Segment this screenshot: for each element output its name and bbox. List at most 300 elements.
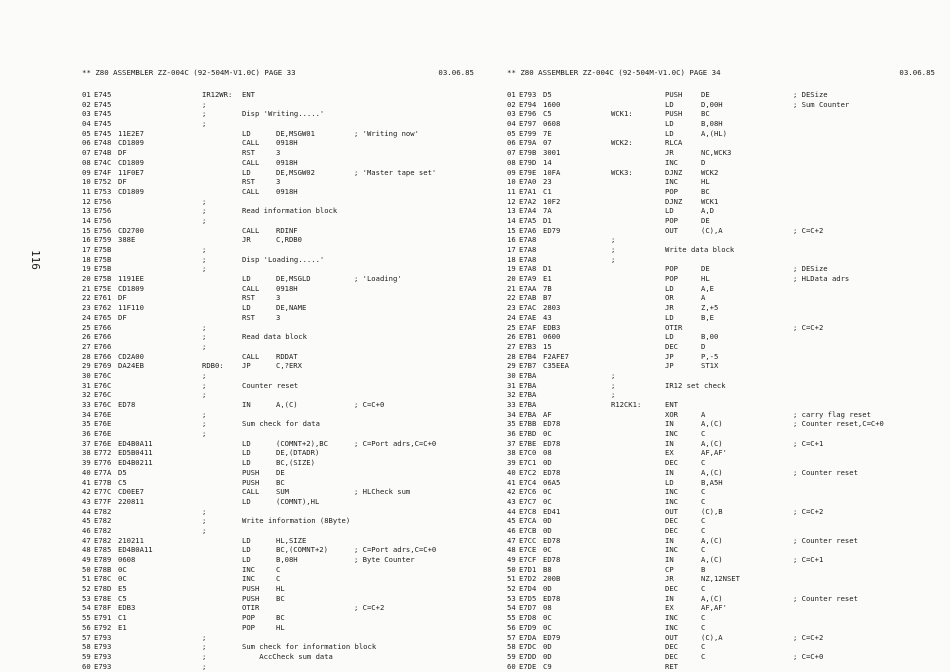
label: ; [202, 516, 207, 526]
listing-line [82, 293, 474, 303]
listing-line [82, 390, 474, 400]
line-number: 38 [507, 448, 516, 458]
address: E759 [94, 235, 112, 245]
object-code: 43 [543, 312, 552, 322]
listing-line [507, 574, 935, 584]
address: E7C2 [519, 467, 537, 477]
operand: C [701, 516, 706, 526]
line-number: 42 [82, 487, 91, 497]
line-number: 36 [507, 429, 516, 439]
operand: C [701, 429, 706, 439]
address: E7BA [519, 370, 537, 380]
listing-line [507, 478, 935, 488]
listing-line [82, 507, 474, 517]
mnemonic: Sum check for data [242, 419, 320, 429]
address: E7D1 [519, 564, 537, 574]
address: E782 [94, 525, 112, 535]
object-code: CD2700 [118, 225, 144, 235]
mnemonic: DEC [665, 642, 678, 652]
mnemonic: LD [242, 274, 251, 284]
object-code: 06A5 [543, 477, 561, 487]
operand: C [701, 545, 706, 555]
line-number: 13 [82, 206, 91, 216]
listing-line [82, 652, 474, 662]
mnemonic: CALL [242, 157, 260, 167]
label: ; [611, 254, 616, 264]
operand: HL [276, 584, 285, 594]
line-number: 25 [507, 322, 516, 332]
line-number: 29 [507, 361, 516, 371]
listing-line [82, 448, 474, 458]
address: E7A8 [519, 245, 537, 254]
listing-line [507, 565, 935, 575]
address: E799 [519, 128, 537, 138]
listing-line [507, 497, 935, 507]
address: E74C [94, 157, 112, 167]
address: E793 [519, 90, 537, 99]
listing-line [82, 197, 474, 207]
line-number: 22 [507, 293, 516, 303]
object-code: ED5B0411 [118, 448, 153, 458]
object-code: 0C [118, 574, 127, 584]
object-code: 08 [543, 448, 552, 458]
object-code: D1 [543, 264, 552, 274]
address: E76C [94, 400, 112, 409]
line-number: 05 [82, 128, 91, 138]
address: E77B [94, 477, 112, 487]
line-number: 14 [82, 215, 91, 225]
object-code: 0C [118, 564, 127, 574]
listing-line [507, 594, 935, 604]
line-number: 39 [82, 458, 91, 468]
operand: C [701, 613, 706, 623]
line-number: 26 [82, 332, 91, 342]
operand: C [701, 487, 706, 497]
address: E7CA [519, 516, 537, 526]
address: E766 [94, 341, 112, 351]
address: E785 [94, 545, 112, 555]
address: E75B [94, 274, 112, 284]
address: E745 [94, 99, 112, 109]
line-number: 15 [507, 225, 516, 235]
object-code: 0608 [118, 555, 136, 564]
object-code: 10F2 [543, 196, 561, 206]
mnemonic: LD [665, 119, 674, 129]
operand: A,(HL) [701, 128, 727, 138]
address: E7A8 [519, 235, 537, 245]
object-code: ED4B0A11 [118, 545, 153, 555]
listing-line [507, 109, 935, 119]
operand: C [701, 642, 706, 652]
line-number: 27 [82, 341, 91, 351]
comment: ; 'Writing now' [354, 128, 419, 138]
comment: ; C=C+0 [793, 651, 824, 661]
operand: C [701, 496, 706, 506]
object-code: C5 [543, 109, 552, 119]
mnemonic: RST [242, 312, 255, 322]
address: E77A [94, 467, 112, 477]
comment: ; Counter reset [793, 593, 858, 603]
operand: A,E [701, 283, 714, 293]
mnemonic: INC [242, 564, 255, 574]
listing-line [507, 293, 935, 303]
comment: ; HLData adrs [793, 274, 850, 284]
line-number: 28 [507, 351, 516, 361]
object-code: CD1809 [118, 138, 144, 148]
address: E7B7 [519, 361, 537, 371]
listing-line [82, 526, 474, 536]
comment: ; Byte Counter [354, 555, 415, 564]
operand: A,(C) [701, 438, 723, 448]
address: E7C6 [519, 487, 537, 497]
operand: WCK2 [701, 167, 719, 177]
listing-line [82, 400, 474, 410]
operand: DE [701, 215, 710, 225]
line-number: 37 [507, 438, 516, 448]
address: E793 [94, 661, 112, 671]
operand: NC,WCK3 [701, 148, 732, 158]
line-number: 24 [82, 312, 91, 322]
object-code: DF [118, 177, 127, 187]
operand: Z,+5 [701, 303, 719, 313]
line-number: 24 [507, 312, 516, 322]
address: E752 [94, 177, 112, 187]
object-code: D5 [543, 90, 552, 99]
object-code: 7B [543, 283, 552, 293]
object-code: 0D [543, 584, 552, 594]
object-code: DF [118, 293, 127, 303]
object-code: 15 [543, 341, 552, 351]
object-code: AF [543, 409, 552, 419]
address: E745 [94, 109, 112, 119]
label: ; [202, 254, 207, 264]
line-number: 54 [507, 603, 516, 613]
line-number: 35 [507, 419, 516, 429]
object-code: ED78 [543, 535, 561, 545]
operand: 0918H [276, 186, 298, 196]
object-code: E1 [543, 274, 552, 284]
mnemonic: POP [242, 622, 255, 632]
line-number: 58 [82, 642, 91, 652]
address: E776 [94, 458, 112, 468]
label: ; [202, 370, 207, 380]
line-number: 19 [82, 264, 91, 274]
mnemonic: IN [665, 419, 674, 429]
operand: 0918H [276, 157, 298, 167]
listing-line [82, 109, 474, 119]
label: ; [202, 341, 207, 351]
line-number: 21 [82, 283, 91, 293]
line-number: 44 [507, 506, 516, 516]
listing-line [82, 613, 474, 623]
listing-line [82, 419, 474, 429]
line-number: 43 [507, 496, 516, 506]
listing-line [507, 526, 935, 536]
comment: ; C=C+1 [793, 438, 824, 448]
label: ; [611, 235, 616, 245]
object-code: 3001 [543, 148, 561, 158]
address: E75B [94, 245, 112, 254]
operand: C [701, 525, 706, 535]
address: E7B4 [519, 351, 537, 361]
line-number: 31 [507, 380, 516, 390]
address: E7A8 [519, 264, 537, 274]
comment: ; Counter reset [793, 535, 858, 545]
operand: 0918H [276, 283, 298, 293]
line-number: 27 [507, 341, 516, 351]
line-number: 46 [507, 525, 516, 535]
object-code: CD1809 [118, 157, 144, 167]
line-number: 22 [82, 293, 91, 303]
address: E7CC [519, 535, 537, 545]
page-header-date: 03.06.85 [438, 68, 474, 77]
address: E789 [94, 555, 112, 564]
mnemonic: RST [242, 293, 255, 303]
operand: (C),A [701, 632, 723, 642]
object-code: C5 [118, 477, 127, 487]
listing-line [82, 545, 474, 555]
address: E7AB [519, 293, 537, 303]
line-number: 23 [82, 303, 91, 313]
listing-line [507, 400, 935, 410]
object-code: 1600 [543, 99, 561, 109]
line-number: 28 [82, 351, 91, 361]
line-number: 49 [82, 555, 91, 564]
operand: 3 [276, 293, 281, 303]
object-code: ED78 [543, 593, 561, 603]
label: IR12WR: [202, 90, 233, 99]
listing-line [507, 555, 935, 565]
line-number: 09 [507, 167, 516, 177]
line-number: 34 [82, 409, 91, 419]
address: E793 [94, 642, 112, 652]
comment: ; 'Loading' [354, 274, 402, 284]
address: E766 [94, 332, 112, 342]
listing-line [507, 274, 935, 284]
mnemonic: LD [665, 332, 674, 342]
mnemonic: CALL [242, 351, 260, 361]
line-number: 46 [82, 525, 91, 535]
listing-line [82, 206, 474, 216]
operand: DE,(DTADR) [276, 448, 320, 458]
operand: DE [701, 264, 710, 274]
comment: ; Sum Counter [793, 99, 850, 109]
mnemonic: LD [665, 99, 674, 109]
mnemonic: LD [242, 545, 251, 555]
line-number: 41 [82, 477, 91, 487]
operand: B,A5H [701, 477, 723, 487]
line-number: 02 [507, 99, 516, 109]
operand: B,E [701, 312, 714, 322]
object-code: C1 [118, 613, 127, 623]
mnemonic: CALL [242, 138, 260, 148]
object-code: C35EEA [543, 361, 569, 371]
line-number: 16 [82, 235, 91, 245]
label: ; [202, 419, 207, 429]
listing-line [82, 255, 474, 265]
mnemonic: JP [665, 351, 674, 361]
mnemonic: LD [242, 555, 251, 564]
address: E7D8 [519, 613, 537, 623]
operand: A,(C) [701, 419, 723, 429]
mnemonic: INC [665, 429, 678, 439]
listing-line [507, 584, 935, 594]
mnemonic: JR [665, 303, 674, 313]
address: E782 [94, 516, 112, 526]
address: E7CB [519, 525, 537, 535]
label: ; [202, 215, 207, 225]
listing-line [82, 662, 474, 672]
listing-line [82, 100, 474, 110]
listing-line [82, 623, 474, 633]
listing-line [82, 381, 474, 391]
mnemonic: Write data block [665, 245, 735, 254]
object-code: C9 [543, 661, 552, 671]
address: E762 [94, 303, 112, 313]
address: E7A4 [519, 206, 537, 216]
label: WCK3: [611, 167, 633, 177]
mnemonic: ENT [242, 90, 255, 99]
listing-line [82, 226, 474, 236]
operand: BC [276, 477, 285, 487]
line-number: 42 [507, 487, 516, 497]
line-number: 60 [507, 661, 516, 671]
line-number: 59 [82, 651, 91, 661]
listing-line [507, 419, 935, 429]
line-number: 40 [507, 467, 516, 477]
listing-line [507, 662, 935, 672]
operand: C [276, 564, 281, 574]
listing-line [82, 235, 474, 245]
mnemonic: OUT [665, 506, 678, 516]
listing-line [507, 429, 935, 439]
operand: BC [276, 593, 285, 603]
operand: DE,NAME [276, 303, 307, 313]
mnemonic: IR12 set check [665, 380, 726, 390]
object-code: E1 [118, 622, 127, 632]
address: E782 [94, 506, 112, 516]
comment: ; carry flag reset [793, 409, 871, 419]
line-number: 49 [507, 555, 516, 564]
address: E7DC [519, 642, 537, 652]
line-number: 52 [82, 584, 91, 594]
listing-line [507, 652, 935, 662]
operand: HL [701, 177, 710, 187]
line-number: 18 [507, 254, 516, 264]
listing-line [507, 448, 935, 458]
line-number: 01 [507, 90, 516, 99]
line-number: 29 [82, 361, 91, 371]
object-code: 0D [543, 651, 552, 661]
object-code: ED41 [543, 506, 561, 516]
line-number: 15 [82, 225, 91, 235]
address: E761 [94, 293, 112, 303]
line-number: 25 [82, 322, 91, 332]
mnemonic: OTIR [242, 603, 260, 613]
operand: A,(C) [276, 400, 298, 409]
line-number: 11 [507, 186, 516, 196]
line-number: 07 [82, 148, 91, 158]
operand: (COMNT),HL [276, 496, 320, 506]
listing-line [507, 613, 935, 623]
mnemonic: INC [665, 157, 678, 167]
address: E7BA [519, 400, 537, 409]
address: E7D5 [519, 593, 537, 603]
object-code: EDB3 [118, 603, 136, 613]
address: E7A6 [519, 225, 537, 235]
listing-line [82, 429, 474, 439]
listing-line [507, 313, 935, 323]
label: ; [202, 632, 207, 642]
listing-line [507, 168, 935, 178]
line-number: 50 [82, 564, 91, 574]
listing-line [82, 216, 474, 226]
mnemonic: IN [665, 467, 674, 477]
listing-line [507, 516, 935, 526]
operand: C,?ERX [276, 361, 302, 371]
address: E76E [94, 419, 112, 429]
operand: D [701, 341, 706, 351]
label: ; [202, 245, 207, 254]
address: E78B [94, 564, 112, 574]
line-number: 57 [82, 632, 91, 642]
mnemonic: PUSH [242, 593, 260, 603]
mnemonic: POP [665, 186, 678, 196]
label: ; [202, 99, 207, 109]
line-number: 06 [82, 138, 91, 148]
address: E79D [519, 157, 537, 167]
address: E797 [519, 119, 537, 129]
object-code: 2803 [543, 303, 561, 313]
listing-line [82, 148, 474, 158]
line-number: 17 [82, 245, 91, 254]
mnemonic: LD [242, 128, 251, 138]
address: E7AE [519, 312, 537, 322]
line-number: 16 [507, 235, 516, 245]
address: E756 [94, 215, 112, 225]
label: ; [611, 370, 616, 380]
listing-line [507, 458, 935, 468]
page-header [82, 68, 474, 82]
label: ; [202, 264, 207, 274]
listing-line [507, 255, 935, 265]
label: ; [202, 525, 207, 535]
listing-line [507, 187, 935, 197]
object-code: 0608 [543, 119, 561, 129]
object-code: ED78 [118, 400, 136, 409]
line-number: 30 [507, 370, 516, 380]
listing-line [507, 90, 935, 100]
listing-line [507, 352, 935, 362]
object-code: E5 [118, 584, 127, 594]
operand: 0918H [276, 138, 298, 148]
line-number: 20 [82, 274, 91, 284]
label: ; [202, 409, 207, 419]
operand: P,-5 [701, 351, 719, 361]
mnemonic: DEC [665, 584, 678, 594]
listing-line [507, 603, 935, 613]
object-code: 11E2E7 [118, 128, 144, 138]
object-code: ED78 [543, 438, 561, 448]
listing-line [507, 245, 935, 255]
label: ; [611, 245, 616, 254]
listing-line [82, 361, 474, 371]
mnemonic: Write information (8Byte) [242, 516, 351, 526]
comment: ; DESize [793, 264, 828, 274]
operand: C [701, 651, 706, 661]
listing-line [507, 216, 935, 226]
listing-lines [507, 90, 935, 671]
